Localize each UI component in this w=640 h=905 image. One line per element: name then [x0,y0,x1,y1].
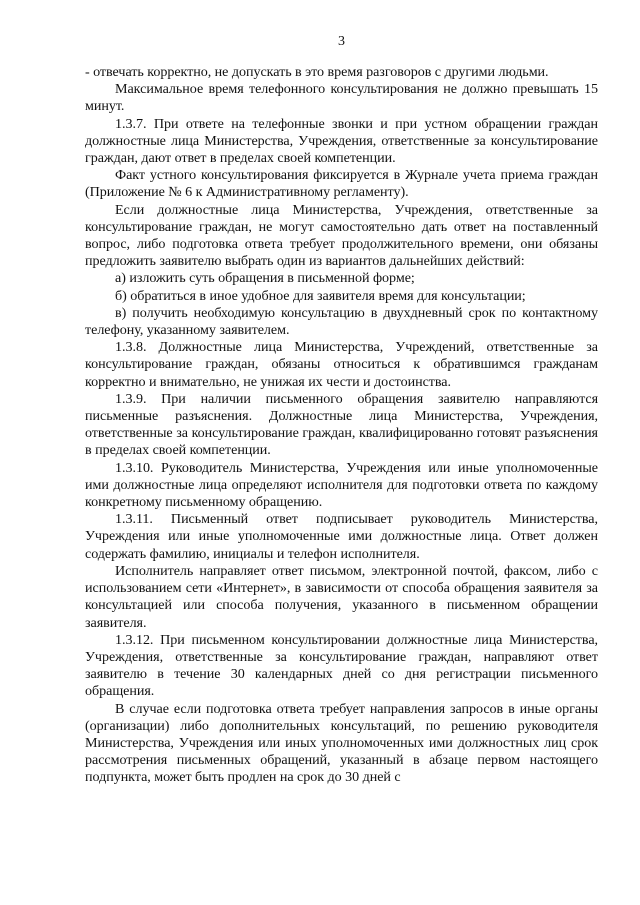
paragraph: 1.3.7. При ответе на телефонные звонки и при устном обращении граждан должностные лица Министерства, Учреждения, ответственные за консультирование граждан, дают ответ в пределах своей компетенции. [85,115,598,167]
paragraph: - отвечать корректно, не допускать в это время разговоров с другими людьми. [85,64,549,80]
paragraph: Если должностные лица Министерства, Учреждения, ответственные за консультирование граждан, не могут самостоятельно дать ответ на поставленный вопрос, либо подготовка ответа требует продолжительного времени, они обязаны предложить заявителю выбрать один из вариантов дальнейших действий: [85,201,598,270]
paragraph: Факт устного консультирования фиксируется в Журнале учета приема граждан (Приложение № 6 к Административному регламенту). [85,167,598,201]
paragraph: 1.3.8. Должностные лица Министерства, Учреждений, ответственные за консультирование граждан, обязаны относиться к обратившимся гражданам корректно и внимательно, не унижая их чести и достоинства. [85,339,598,390]
paragraph: Максимальное время телефонного консультирования не должно превышать 15 минут. [85,81,598,115]
paragraph: Исполнитель направляет ответ письмом, электронной почтой, факсом, либо с использованием сети «Интернет», в зависимости от способа обращения заявителя за консультацией или способа получения, указанного в письменном обращении заявителя. [85,562,598,631]
paragraph: 1.3.9. При наличии письменного обращения заявителю направляются письменные разъяснения. Должностные лица Министерства, Учреждения, ответственные за консультирование граждан, квалифицированно готовят разъяснения в пределах своей компетенции. [85,390,598,459]
paragraph: б) обратиться в иное удобное для заявителя время для консультации; [115,287,526,304]
paragraph: В случае если подготовка ответа требует направления запросов в иные органы (организации) либо дополнительных консультаций, по решению руководителя Министерства, Учреждения или иных уполномоченных ими должностных лиц срок рассмотрения письменных обращений, указанный в абзаце первом настоящего подпункта, может быть продлен на срок до 30 дней с [85,700,598,786]
paragraph: 1.3.10. Руководитель Министерства, Учреждения или иные уполномоченные ими должностные лица определяют исполнителя для подготовки ответа по каждому конкретному письменному обращению. [85,459,598,511]
document-body [85,64,598,787]
paragraph: а) изложить суть обращения в письменной форме; [115,270,415,287]
paragraph: 1.3.12. При письменном консультировании должностные лица Министерства, Учреждения, ответственные за консультирование граждан, направляют ответ заявителю в течение 30 календарных дней со дня регистрации письменного обращения. [85,631,598,700]
paragraph: 1.3.11. Письменный ответ подписывает руководитель Министерства, Учреждения или иные уполномоченные ими должностные лица. Ответ должен содержать фамилию, инициалы и телефон исполнителя. [85,511,598,562]
paragraph: в) получить необходимую консультацию в двухдневный срок по контактному телефону, указанному заявителем. [85,304,598,339]
page-number: 3 [338,34,345,49]
